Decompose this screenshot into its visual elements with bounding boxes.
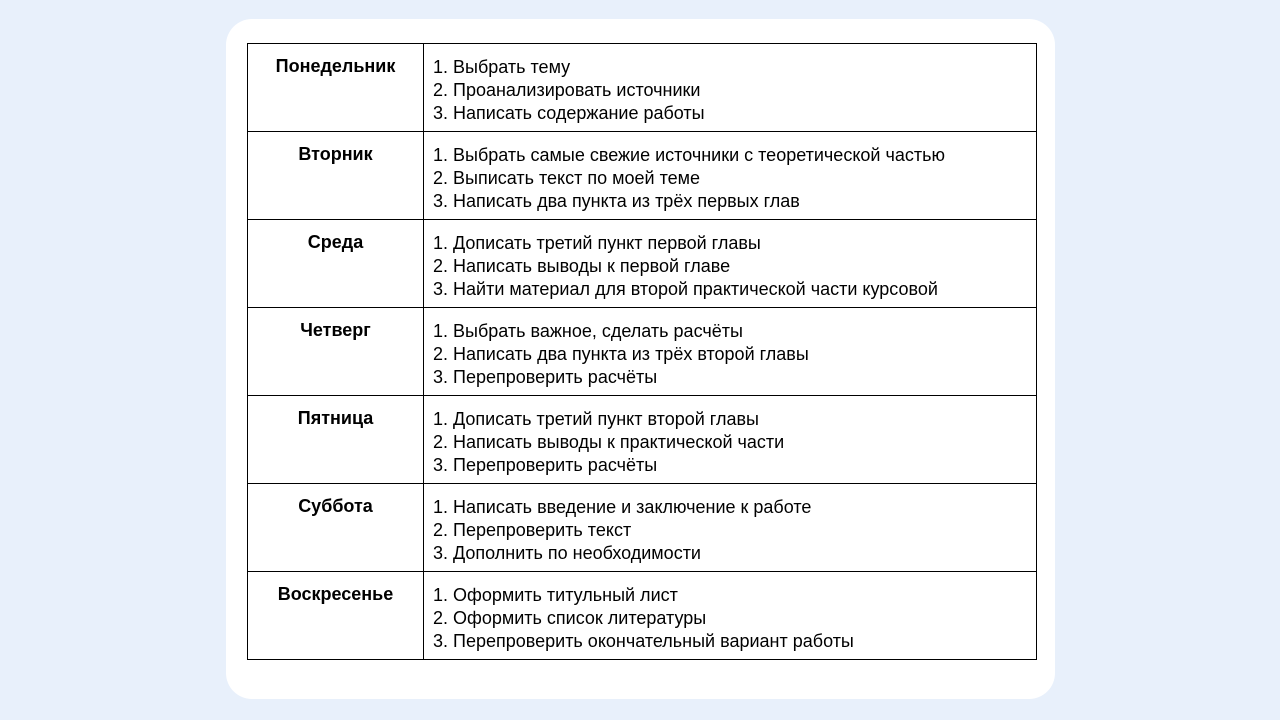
task-item: 2. Выписать текст по моей теме bbox=[433, 168, 701, 188]
day-cell: Пятница bbox=[248, 396, 424, 484]
day-cell: Вторник bbox=[248, 132, 424, 220]
task-item: 2. Написать два пункта из трёх второй главы bbox=[433, 344, 809, 364]
table-row bbox=[248, 44, 1037, 132]
day-cell: Суббота bbox=[248, 484, 424, 572]
task-item: 2. Написать выводы к первой главе bbox=[433, 256, 731, 276]
task-item: 2. Перепроверить текст bbox=[433, 520, 632, 540]
task-item: 1. Оформить титульный лист bbox=[433, 585, 678, 605]
schedule-card bbox=[226, 19, 1055, 699]
table-row bbox=[248, 572, 1037, 660]
task-item: 3. Перепроверить расчёты bbox=[433, 367, 658, 387]
weekly-schedule-table bbox=[247, 43, 1037, 660]
task-item: 1. Выбрать важное, сделать расчёты bbox=[433, 321, 743, 341]
task-item: 1. Выбрать тему bbox=[433, 57, 571, 77]
tasks-cell bbox=[424, 484, 1037, 572]
day-cell: Понедельник bbox=[248, 44, 424, 132]
task-item: 2. Оформить список литературы bbox=[433, 608, 707, 628]
table-row bbox=[248, 132, 1037, 220]
task-item: 3. Дополнить по необходимости bbox=[433, 543, 701, 563]
task-item: 1. Написать введение и заключение к работе bbox=[433, 497, 812, 517]
task-item: 3. Перепроверить расчёты bbox=[433, 455, 658, 475]
tasks-cell bbox=[424, 44, 1037, 132]
tasks-cell bbox=[424, 220, 1037, 308]
task-item: 2. Проанализировать источники bbox=[433, 80, 701, 100]
task-item: 3. Написать два пункта из трёх первых глав bbox=[433, 191, 800, 211]
tasks-cell bbox=[424, 396, 1037, 484]
task-item: 3. Найти материал для второй практической части курсовой bbox=[433, 279, 938, 299]
table-row bbox=[248, 220, 1037, 308]
day-cell: Среда bbox=[248, 220, 424, 308]
task-item: 1. Дописать третий пункт второй главы bbox=[433, 409, 759, 429]
task-item: 3. Написать содержание работы bbox=[433, 103, 705, 123]
day-cell: Четверг bbox=[248, 308, 424, 396]
table-row bbox=[248, 484, 1037, 572]
task-item: 3. Перепроверить окончательный вариант работы bbox=[433, 631, 854, 651]
tasks-cell bbox=[424, 572, 1037, 660]
table-row bbox=[248, 396, 1037, 484]
table-row bbox=[248, 308, 1037, 396]
tasks-cell bbox=[424, 308, 1037, 396]
tasks-cell bbox=[424, 132, 1037, 220]
task-item: 2. Написать выводы к практической части bbox=[433, 432, 785, 452]
task-item: 1. Выбрать самые свежие источники с теоретической частью bbox=[433, 145, 945, 165]
task-item: 1. Дописать третий пункт первой главы bbox=[433, 233, 761, 253]
day-cell: Воскресенье bbox=[248, 572, 424, 660]
